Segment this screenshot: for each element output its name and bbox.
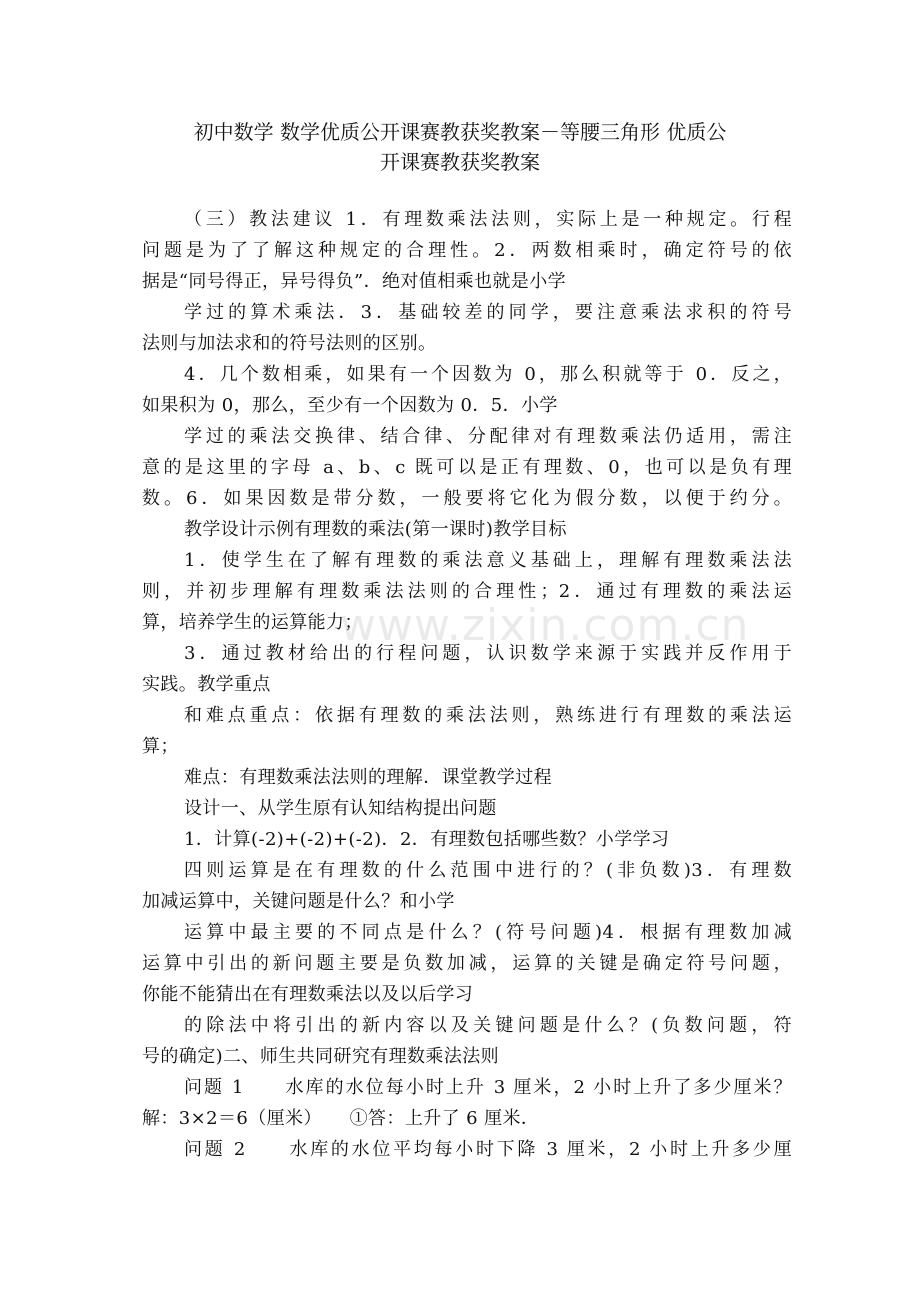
text-line: 的除法中将引出的新内容以及关键问题是什么？(负数问题，符: [184, 1015, 792, 1036]
text-line: 问题是为了了解这种规定的合理性。2．两数相乘时，确定符号的依: [142, 240, 792, 261]
text-line: 四则运算是在有理数的什么范围中进行的？(非负数)3．有理数: [184, 860, 792, 881]
text-line: 法则与加法求和的符号法则的区别。: [142, 333, 437, 354]
text-line: 则，并初步理解有理数乘法法则的合理性；2．通过有理数的乘法运: [142, 581, 792, 602]
text-line: 1．使学生在了解有理数的乘法意义基础上，理解有理数乘法法: [184, 550, 792, 571]
text-line: 难点：有理数乘法法则的理解．课堂教学过程: [184, 767, 552, 788]
text-line: 号的确定)二、师生共同研究有理数乘法法则: [142, 1046, 500, 1067]
text-line: 运算中引出的新问题主要是负数加减，运算的关键是确定符号问题，: [142, 953, 792, 974]
document-title-line-2: 开课赛教获奖教案: [380, 150, 540, 174]
text-line: 问题 2 水库的水位平均每小时下降 3 厘米，2 小时上升多少厘: [184, 1139, 792, 1160]
watermark: www.zixin.com.cn: [340, 600, 750, 651]
text-line: 算；: [142, 736, 179, 757]
text-line: 教学设计示例有理数的乘法(第一课时)教学目标: [184, 519, 567, 540]
text-line: 解：3×2＝6（厘米） ①答：上升了 6 厘米．: [142, 1108, 540, 1129]
text-line: 算，培养学生的运算能力；: [142, 612, 363, 633]
text-line: 据是“同号得正，异号得负”．绝对值相乘也就是小学: [142, 271, 567, 292]
text-line: 意的是这里的字母 a、b、c 既可以是正有理数、0，也可以是负有理: [142, 457, 792, 478]
text-line: 加减运算中，关键问题是什么？和小学: [142, 891, 455, 912]
text-line: 3．通过教材给出的行程问题，认识数学来源于实践并反作用于: [184, 643, 792, 664]
text-line: 问题 1 水库的水位每小时上升 3 厘米，2 小时上升了多少厘米？: [184, 1077, 792, 1098]
text-line: 你能不能猜出在有理数乘法以及以后学习: [142, 984, 474, 1005]
text-line: 数。6．如果因数是带分数，一般要将它化为假分数，以便于约分。: [142, 488, 792, 509]
text-line: 学过的算术乘法．3．基础较差的同学，要注意乘法求积的符号: [184, 302, 792, 323]
document-title-line-1: 初中数学 数学优质公开课赛教获奖教案－等腰三角形 优质公: [193, 120, 727, 144]
text-line: 4．几个数相乘，如果有一个因数为 0，那么积就等于 0．反之，: [184, 364, 792, 385]
text-line: 1．计算(-2)+(-2)+(-2)．2．有理数包括哪些数？小学学习: [184, 829, 670, 850]
text-line: 和难点重点：依据有理数的乘法法则，熟练进行有理数的乘法运: [184, 705, 792, 726]
text-line: 如果积为 0，那么，至少有一个因数为 0．5．小学: [142, 395, 558, 416]
text-line: 运算中最主要的不同点是什么？(符号问题)4．根据有理数加减: [184, 922, 792, 943]
text-line: 实践。教学重点: [142, 674, 271, 695]
text-line: （三）教法建议 1．有理数乘法法则，实际上是一种规定。行程: [184, 209, 792, 230]
text-line: 学过的乘法交换律、结合律、分配律对有理数乘法仍适用，需注: [184, 426, 792, 447]
text-line: 设计一、从学生原有认知结构提出问题: [184, 798, 497, 819]
